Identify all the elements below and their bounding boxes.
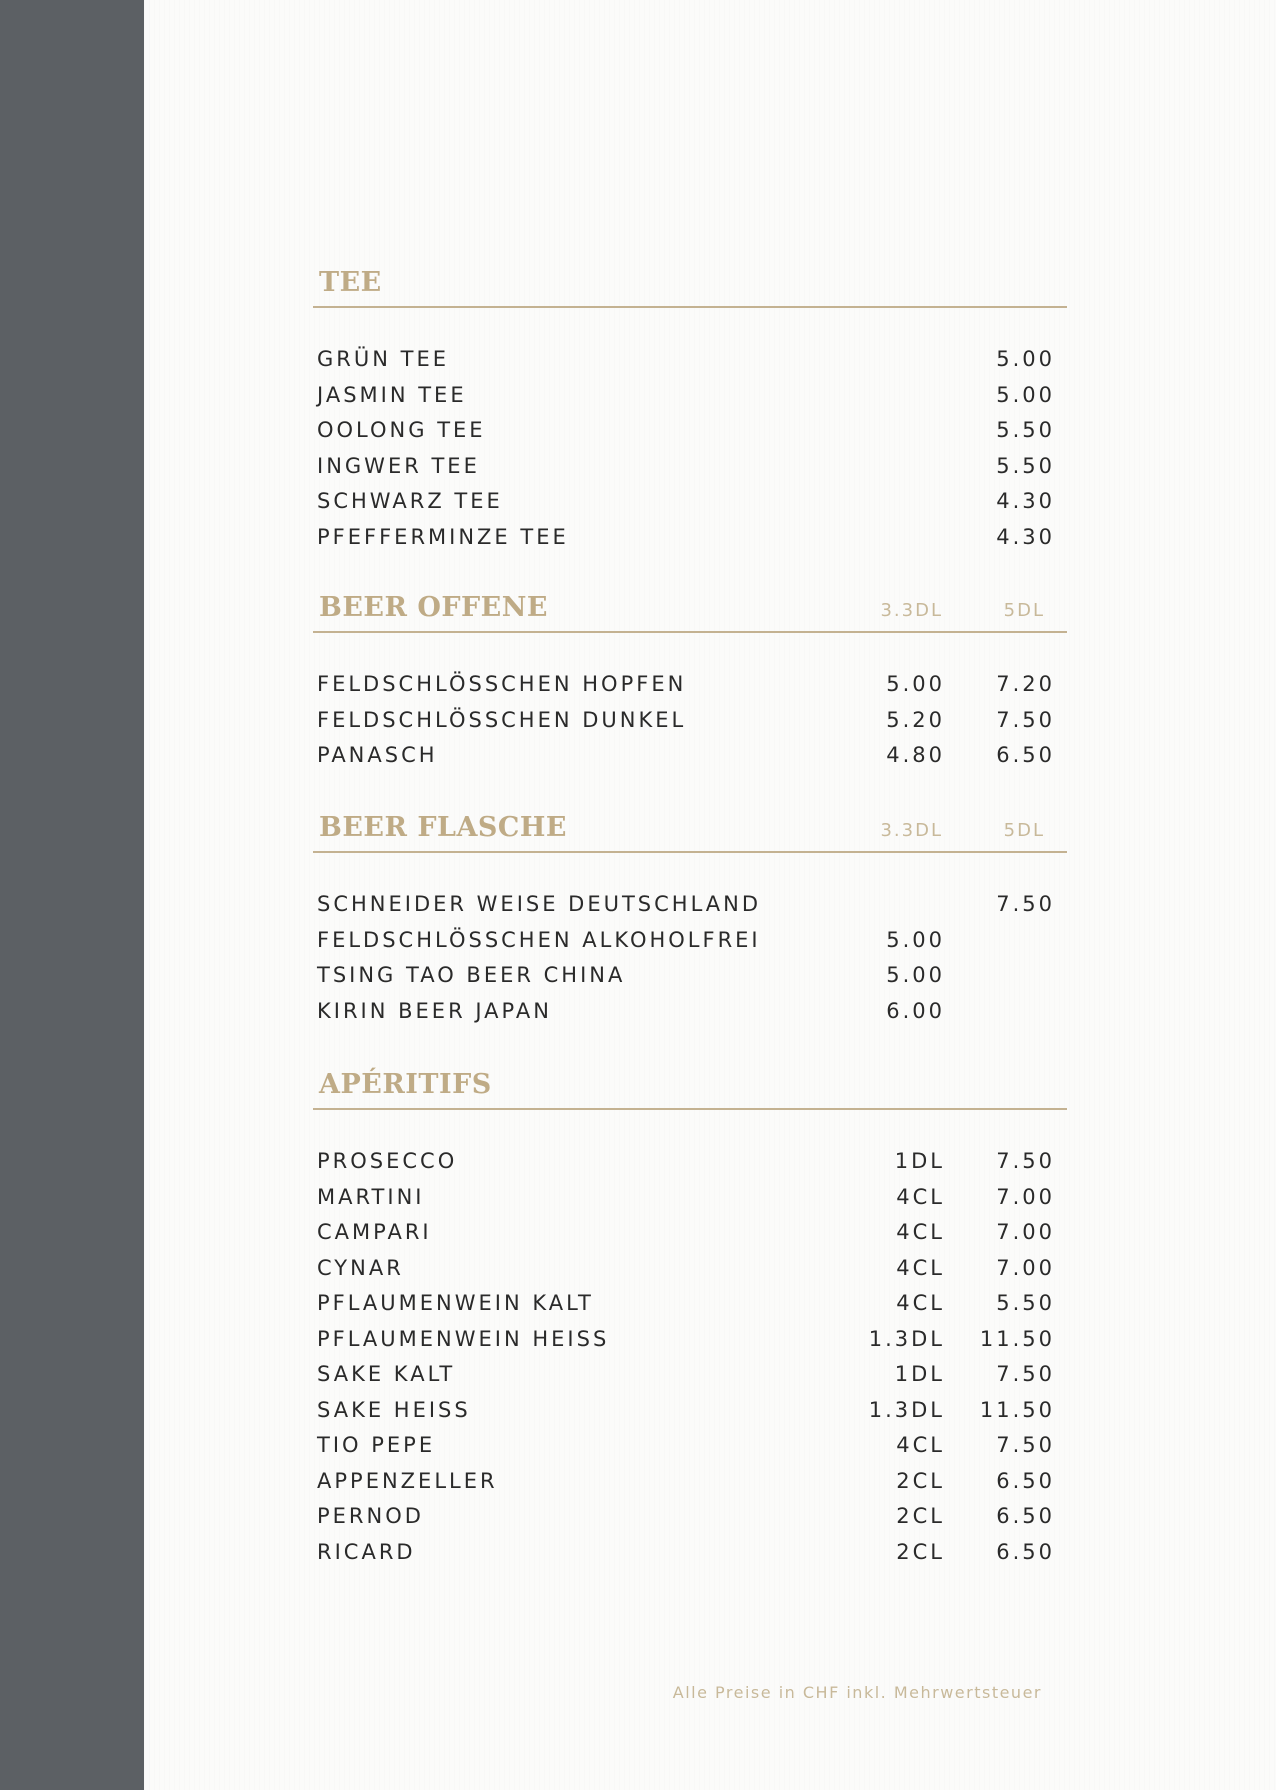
item-name: PFEFFERMINZE TEE [317,524,569,549]
menu-item [313,1180,1067,1216]
section-title: BEER OFFENE [319,592,549,623]
item-price-large: 6.50 [996,743,1055,767]
item-name: TSING TAO BEER CHINA [317,963,626,987]
menu-item [313,1499,1067,1535]
item-price: 11.50 [979,1326,1055,1351]
item-price-small: 5.00 [886,963,945,987]
section-title: APÉRITIFS [319,1069,492,1100]
item-volume: 2CL [896,1504,945,1528]
item-price: 7.50 [996,1149,1055,1173]
menu-item [313,923,1067,959]
item-name: FELDSCHLÖSSCHEN ALKOHOLFREI [317,927,761,952]
column-header-1: 3.3DL [880,600,943,621]
item-name: RICARD [317,1539,416,1564]
item-volume: 2CL [896,1539,945,1564]
menu-item [313,1464,1067,1500]
item-price-small: 5.00 [886,672,945,696]
item-name: CYNAR [317,1255,404,1280]
item-volume: 4CL [896,1220,945,1244]
item-name: PFLAUMENWEIN HEISS [317,1326,610,1351]
item-price: 5.50 [996,418,1055,442]
menu-item [313,667,1067,703]
item-name: APPENZELLER [317,1468,498,1493]
item-volume: 4CL [896,1184,945,1209]
item-name: SCHNEIDER WEISE DEUTSCHLAND [317,892,762,916]
item-price: 7.50 [996,1362,1055,1386]
menu-item [313,449,1067,485]
item-price: 4.30 [996,524,1055,549]
menu-item [313,1535,1067,1571]
menu-item [313,1357,1067,1393]
item-name: KIRIN BEER JAPAN [317,998,552,1023]
price-footnote: Alle Preise in CHF inkl. Mehrwertsteuer [672,1683,1042,1702]
column-header-1: 3.3DL [880,820,943,841]
item-price: 7.00 [996,1184,1055,1209]
menu-item [313,342,1067,378]
menu-item [313,1393,1067,1429]
section-header [313,1060,1067,1110]
item-price-large: 7.50 [996,707,1055,732]
item-list [313,887,1067,1029]
item-price-small: 5.00 [886,927,945,952]
item-price: 4.30 [996,489,1055,513]
item-price: 7.00 [996,1255,1055,1280]
item-price-small: 4.80 [886,743,945,767]
item-list [313,1144,1067,1570]
item-price: 7.50 [996,1433,1055,1457]
menu-item [313,958,1067,994]
item-name: FELDSCHLÖSSCHEN DUNKEL [317,707,687,732]
item-name: OOLONG TEE [317,418,486,442]
item-name: PANASCH [317,743,438,767]
item-volume: 1DL [894,1362,945,1386]
item-name: TIO PEPE [317,1433,436,1457]
item-volume: 2CL [896,1468,945,1493]
menu-item [313,1322,1067,1358]
item-name: INGWER TEE [317,453,480,478]
menu-item [313,1144,1067,1180]
column-header-2: 5DL [1003,600,1045,621]
item-name: FELDSCHLÖSSCHEN HOPFEN [317,672,687,696]
item-price: 11.50 [979,1397,1055,1422]
menu-item [313,520,1067,556]
item-volume: 4CL [896,1291,945,1315]
menu-item [313,1215,1067,1251]
menu-item [313,484,1067,520]
item-name: SCHWARZ TEE [317,489,503,513]
menu-item [313,1428,1067,1464]
item-name: SAKE HEISS [317,1397,471,1422]
menu-item [313,1251,1067,1287]
section-header [313,583,1067,633]
column-header-2: 5DL [1003,820,1045,841]
item-price: 5.00 [996,382,1055,407]
item-price: 6.50 [996,1504,1055,1528]
item-price: 6.50 [996,1539,1055,1564]
item-name: CAMPARI [317,1220,432,1244]
item-price: 5.50 [996,453,1055,478]
item-volume: 4CL [896,1433,945,1457]
item-price: 5.50 [996,1291,1055,1315]
item-price: 6.50 [996,1468,1055,1493]
item-name: PROSECCO [317,1149,458,1173]
item-name: JASMIN TEE [317,382,467,407]
item-price: 7.00 [996,1220,1055,1244]
section-beer-flasche [313,803,1067,1029]
item-name: PFLAUMENWEIN KALT [317,1291,594,1315]
item-list [313,342,1067,555]
left-sidebar-band [0,0,144,1790]
section-header [313,803,1067,853]
menu-item [313,1286,1067,1322]
item-price-small: 5.20 [886,707,945,732]
section-aperitifs [313,1060,1067,1570]
item-volume: 4CL [896,1255,945,1280]
item-volume: 1.3DL [868,1326,945,1351]
item-name: GRÜN TEE [317,347,449,371]
item-name: SAKE KALT [317,1362,456,1386]
item-price-small: 6.00 [886,998,945,1023]
menu-item [313,887,1067,923]
item-price: 5.00 [996,347,1055,371]
section-header [313,258,1067,308]
menu-item [313,994,1067,1030]
menu-item [313,738,1067,774]
item-name: PERNOD [317,1504,424,1528]
item-list [313,667,1067,774]
item-volume: 1DL [894,1149,945,1173]
section-title: BEER FLASCHE [319,812,567,843]
section-beer-offene [313,583,1067,774]
item-price-large: 7.50 [996,892,1055,916]
menu-item [313,413,1067,449]
section-tee [313,258,1067,555]
item-price-large: 7.20 [996,672,1055,696]
menu-item [313,378,1067,414]
item-volume: 1.3DL [868,1397,945,1422]
section-title: TEE [319,267,382,298]
menu-item [313,703,1067,739]
item-name: MARTINI [317,1184,425,1209]
